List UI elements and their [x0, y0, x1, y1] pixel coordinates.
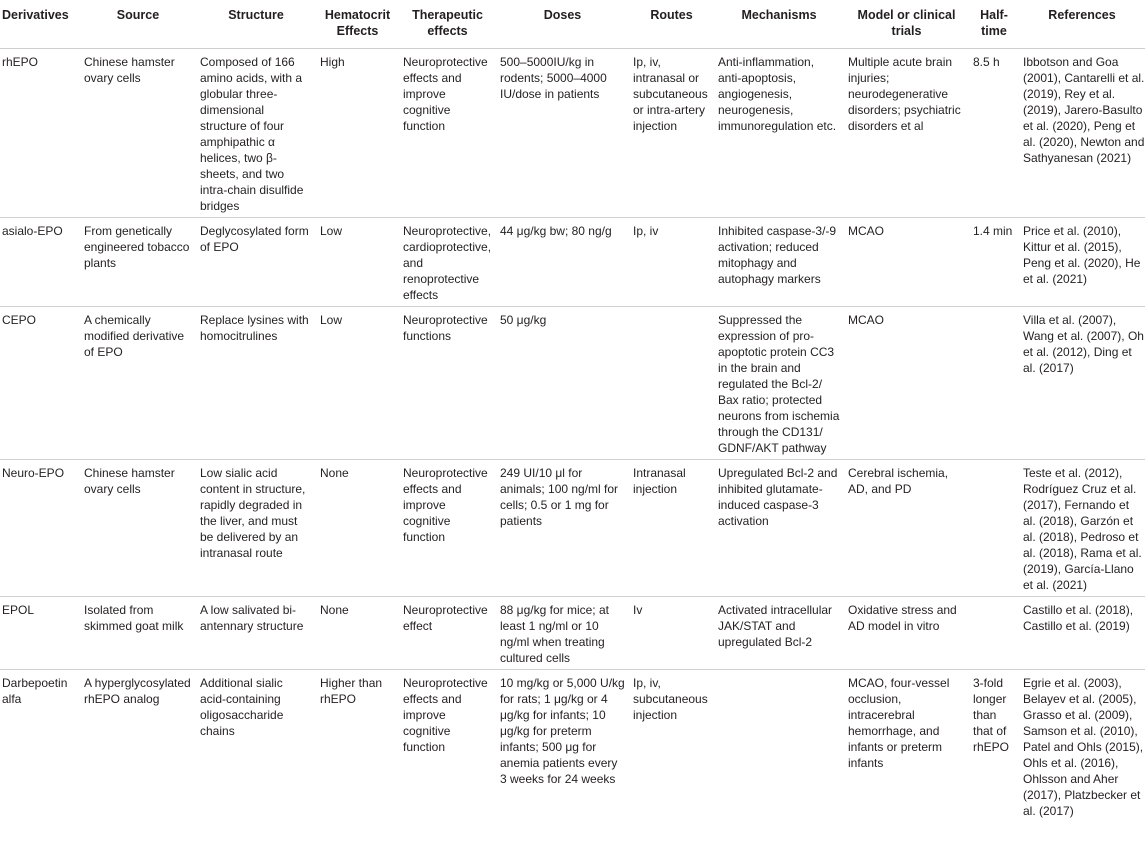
cell-halftime: 1.4 min [969, 218, 1019, 307]
cell-mechanisms: Anti-inflammation, anti-apoptosis, angiogenesis, neurogenesis, immunoregulation etc. [714, 49, 844, 218]
cell-model: MCAO [844, 218, 969, 307]
cell-hematocrit: Low [316, 307, 399, 460]
cell-doses: 50 μg/kg [496, 307, 629, 460]
header-hematocrit: Hematocrit Effects [316, 0, 399, 49]
cell-structure: Composed of 166 amino acids, with a globular three-dimensional structure of four amphipathic α helices, two β-sheets, and two intra-chain disulfide bridges [196, 49, 316, 218]
cell-doses: 44 μg/kg bw; 80 ng/g [496, 218, 629, 307]
table-row [0, 460, 1145, 597]
cell-mechanisms: Suppressed the expression of pro-apoptotic protein CC3 in the brain and regulated the Bcl-2/ Bax ratio; protected neurons from ischemia through the CD131/ GDNF/AKT pathway [714, 307, 844, 460]
cell-source: A chemically modified derivative of EPO [80, 307, 196, 460]
cell-halftime: 3-fold longer than that of rhEPO [973, 676, 1010, 754]
cell-routes: Ip, iv, subcutaneous injection [633, 676, 708, 722]
cell-therapeutic: Neuroprotective effects and improve cognitive function [399, 49, 496, 218]
cell-halftime [969, 307, 1019, 460]
header-routes: Routes [629, 0, 714, 49]
cell-halftime: 8.5 h [969, 49, 1019, 218]
cell-references: Villa et al. (2007), Wang et al. (2007), Oh et al. (2012), Ding et al. (2017) [1019, 307, 1145, 460]
cell-references: Price et al. (2010), Kittur et al. (2015), Peng et al. (2020), He et al. (2021) [1019, 218, 1145, 307]
cell-model: Cerebral ischemia, AD, and PD [844, 460, 969, 597]
cell-model: MCAO [844, 307, 969, 460]
cell-structure: Additional sialic acid-containing oligosaccharide chains [200, 676, 284, 738]
cell-derivative: Darbepoetin alfa [2, 676, 68, 706]
cell-references: Teste et al. (2012), Rodríguez Cruz et al. (2017), Fernando et al. (2018), Garzón et al. (2018), Pedroso et al. (2018), Rama et al. (2019), García-Llano et al. (2021) [1019, 460, 1145, 597]
cell-structure: Low sialic acid content in structure, rapidly degraded in the liver, and must be delivered by an intranasal route [196, 460, 316, 597]
cell-halftime [969, 597, 1019, 670]
cell-structure: Replace lysines with homocitrulines [196, 307, 316, 460]
cell-references: Castillo et al. (2018), Castillo et al. (2019) [1019, 597, 1145, 670]
cell-structure: A low salivated bi-antennary structure [196, 597, 316, 670]
cell-derivative: Neuro-EPO [0, 460, 80, 597]
cell-derivative: EPOL [0, 597, 80, 670]
cell-references: Egrie et al. (2003), Belayev et al. (2005), Grasso et al. (2009), Samson et al. (2010), Patel and Ohls (2015), Ohls et al. (2016), Ohlsson and Aher (2017), Platzbecker et al. (2017) [1023, 676, 1144, 818]
cell-routes: Iv [629, 597, 714, 670]
cell-source: Isolated from skimmed goat milk [80, 597, 196, 670]
cell-references: Ibbotson and Goa (2001), Cantarelli et al. (2019), Rey et al. (2019), Jarero-Basulto et al. (2020), Peng et al. (2020), Newton and Sathyanesan (2021) [1019, 49, 1145, 218]
cell-doses: 10 mg/kg or 5,000 U/kg for rats; 1 μg/kg or 4 μg/kg for infants; 10 μg/kg for preterm infants; 500 μg for anemia patients every 3 weeks for 24 weeks [500, 676, 625, 786]
cell-halftime [969, 460, 1019, 597]
cell-mechanisms: Inhibited caspase-3/-9 activation; reduced mitophagy and autophagy markers [714, 218, 844, 307]
cell-hematocrit: Higher than rhEPO [320, 676, 383, 706]
cell-mechanisms: Upregulated Bcl-2 and inhibited glutamate-induced caspase-3 activation [714, 460, 844, 597]
cell-doses: 500–5000IU/kg in rodents; 5000–4000 IU/dose in patients [496, 49, 629, 218]
cell-derivative: rhEPO [0, 49, 80, 218]
table-row [0, 307, 1145, 460]
table-row [0, 49, 1145, 218]
table-row [0, 670, 1145, 823]
cell-doses: 88 μg/kg for mice; at least 1 ng/ml or 10 ng/ml when treating cultured cells [496, 597, 629, 670]
cell-hematocrit: None [316, 597, 399, 670]
cell-therapeutic: Neuroprotective, cardioprotective, and renoprotective effects [399, 218, 496, 307]
cell-therapeutic: Neuroprotective functions [399, 307, 496, 460]
cell-source: Chinese hamster ovary cells [80, 460, 196, 597]
header-therapeutic: Therapeutic effects [399, 0, 496, 49]
cell-model: Oxidative stress and AD model in vitro [844, 597, 969, 670]
cell-structure: Deglycosylated form of EPO [196, 218, 316, 307]
cell-model: Multiple acute brain injuries; neurodegenerative disorders; psychiatric disorders et al [844, 49, 969, 218]
cell-routes: Ip, iv [629, 218, 714, 307]
cell-derivative: CEPO [0, 307, 80, 460]
header-derivatives: Derivatives [0, 0, 80, 49]
header-references: References [1019, 0, 1145, 49]
cell-source: A hyperglycosylated rhEPO analog [84, 676, 191, 706]
header-row [0, 0, 1145, 49]
header-source: Source [80, 0, 196, 49]
header-mechanisms: Mechanisms [714, 0, 844, 49]
cell-therapeutic: Neuroprotective effects and improve cognitive function [403, 676, 488, 754]
cell-routes: Ip, iv, intranasal or subcutaneous or intra-artery injection [629, 49, 714, 218]
header-structure: Structure [196, 0, 316, 49]
cell-doses: 249 UI/10 μl for animals; 100 ng/ml for cells; 0.5 or 1 mg for patients [496, 460, 629, 597]
cell-source: Chinese hamster ovary cells [80, 49, 196, 218]
cell-routes: Intranasal injection [629, 460, 714, 597]
cell-derivative: asialo-EPO [0, 218, 80, 307]
cell-mechanisms [714, 670, 844, 823]
header-model: Model or clinical trials [844, 0, 969, 49]
table-row [0, 218, 1145, 307]
cell-source: From genetically engineered tobacco plants [80, 218, 196, 307]
cell-hematocrit: None [316, 460, 399, 597]
header-doses: Doses [496, 0, 629, 49]
cell-hematocrit: High [316, 49, 399, 218]
cell-mechanisms: Activated intracellular JAK/STAT and upregulated Bcl-2 [714, 597, 844, 670]
cell-hematocrit: Low [316, 218, 399, 307]
header-halftime: Half-time [969, 0, 1019, 49]
cell-therapeutic: Neuroprotective effects and improve cognitive function [399, 460, 496, 597]
table-row [0, 597, 1145, 670]
cell-routes [629, 307, 714, 460]
cell-model: MCAO, four-vessel occlusion, intracerebral hemorrhage, and infants or preterm infants [848, 676, 950, 770]
cell-therapeutic: Neuroprotective effect [399, 597, 496, 670]
